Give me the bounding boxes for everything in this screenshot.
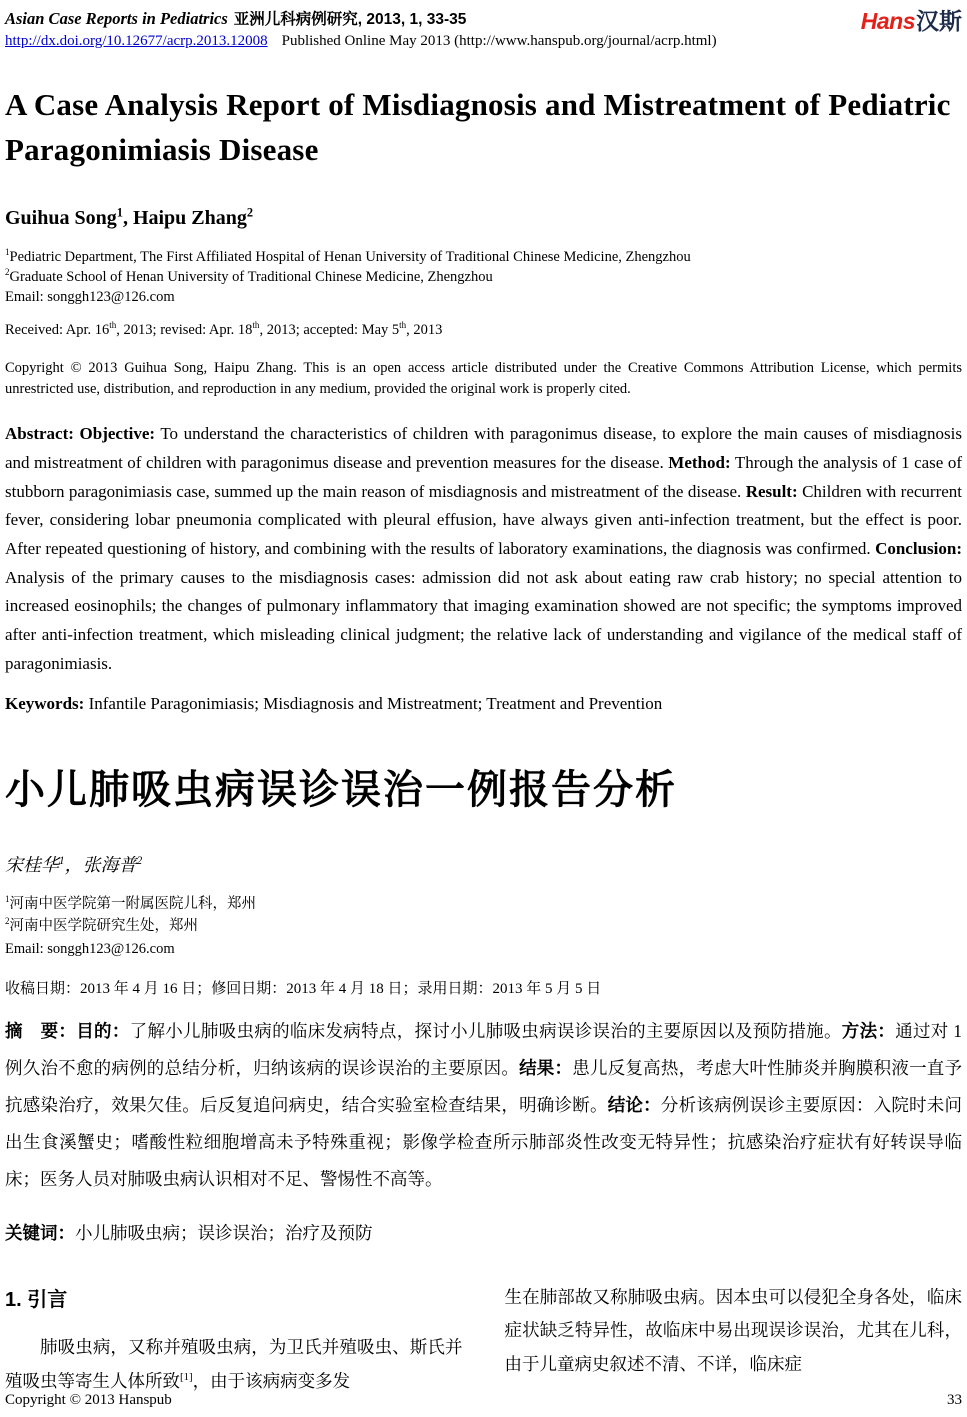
author-zh-sep: ， <box>64 854 83 875</box>
received-sup: th <box>109 320 117 331</box>
page-number: 33 <box>947 1392 962 1408</box>
abstract-label: Abstract: <box>5 424 74 444</box>
affiliation-zh-2 <box>5 915 962 937</box>
keywords-en-label: Keywords: <box>5 693 85 713</box>
keywords-zh <box>5 1220 962 1245</box>
intro-right-column <box>505 1281 963 1399</box>
affiliation-en-2 <box>5 267 962 287</box>
authors-zh <box>5 851 962 877</box>
keywords-en-text: Infantile Paragonimiasis; Misdiagnosis and Mistreatment; Treatment and Prevention <box>84 693 663 713</box>
copyright-notice: Copyright © 2013 Guihua Song, Haipu Zhang. This is an open access article distributed under the Creative Commons Attribution License, which permits unrestricted use, distribution, and reproduction in any medium, provided the original work is properly cited. <box>5 360 962 397</box>
affiliation-en-2-sup: 2 <box>5 267 10 278</box>
objective-zh-label: 目的： <box>76 1021 130 1042</box>
received-part: , 2013; revised: Apr. 18 <box>116 322 253 339</box>
affiliation-en-1 <box>5 247 962 267</box>
affiliation-en-1-sup: 1 <box>5 247 10 258</box>
intro-section <box>5 1281 962 1399</box>
abstract-en <box>5 420 962 678</box>
keywords-zh-text: 小儿肺吸虫病；误诊误治；治疗及预防 <box>75 1222 373 1243</box>
result-text: Children with recurrent fever, considering lobar pneumonia complicated with pleural effusion, have always given anti-infection treatment, but the effect is poor. After repeated questioning of history, and combining with the results of laboratory examinations, the diagnosis was confirmed. <box>5 481 963 559</box>
received-part: , 2013 <box>406 322 443 339</box>
author-zh-2: 张海普 <box>82 854 137 875</box>
author-en-1-sup: 1 <box>116 205 123 220</box>
intro-paragraph-left <box>5 1331 463 1398</box>
affiliations-zh <box>5 893 962 960</box>
intro-paragraph-right: 生在肺部故又称肺吸虫病。因本虫可以侵犯全身各处，临床症状缺乏特异性，故临床中易出现误诊误治，尤其在儿科，由于儿童病史叙述不清、不详，临床症 <box>504 1286 962 1374</box>
footer-copyright: Copyright © 2013 Hanspub <box>5 1392 172 1408</box>
section-1-heading: 1. 引言 <box>5 1288 68 1311</box>
keywords-en <box>5 694 962 714</box>
result-zh-label: 结果： <box>519 1058 573 1079</box>
received-dates-zh: 收稿日期：2013 年 4 月 16 日；修回日期：2013 年 4 月 18 日；录用日期：2013 年 5 月 5 日 <box>5 981 602 998</box>
received-sup: th <box>399 320 407 331</box>
doi-link[interactable]: http://dx.doi.org/10.12677/acrp.2013.12008 <box>5 33 268 50</box>
author-en-1: Guihua Song <box>5 207 117 230</box>
affiliations-en <box>5 247 962 307</box>
author-en-2: Haipu Zhang <box>132 207 247 230</box>
affiliation-en-1-text: Pediatric Department, The First Affiliated Hospital of Henan University of Traditional Chinese Medicine, Zhengzhou <box>9 249 691 266</box>
article-title-zh: 小儿肺吸虫病误诊误治一例报告分析 <box>5 767 677 812</box>
affiliation-zh-2-sup: 2 <box>5 916 10 927</box>
method-label: Method: <box>668 452 731 472</box>
page-header <box>5 8 962 50</box>
affiliation-zh-1-sup: 1 <box>5 893 10 904</box>
author-zh-1: 宋桂华 <box>5 854 59 875</box>
article-title-en: A Case Analysis Report of Misdiagnosis and Mistreatment of Pediatric Paragonimiasis Disease <box>5 87 951 168</box>
author-en-2-sup: 2 <box>246 205 254 220</box>
authors-en <box>5 207 962 230</box>
conclusion-text: Analysis of the primary causes to the misdiagnosis cases: admission did not ask about eating raw crab history; no special attention to increased eosinophils; the changes of pulmonary inflammatory that imaging examination showed are not specific; the symptoms improved after anti-infection treatment, which misleading clinical judgment; the relative lack of understanding and vigilance of the medical staff of paragonimiasis. <box>5 567 962 673</box>
abstract-zh <box>5 1013 962 1198</box>
hans-logo-text: Hans <box>860 8 915 34</box>
conclusion-zh-label: 结论： <box>607 1095 661 1116</box>
keywords-zh-label: 关键词： <box>5 1222 75 1243</box>
journal-title-zh-issue: 亚洲儿科病例研究, 2013, 1, 33-35 <box>233 11 467 28</box>
hanspub-logo <box>861 8 962 33</box>
result-label: Result: <box>745 481 798 501</box>
journal-title-en: Asian Case Reports in Pediatrics <box>5 9 228 28</box>
published-info: Published Online May 2013 (http://www.hanspub.org/journal/acrp.html) <box>281 33 717 50</box>
hans-logo-hanzi: 汉斯 <box>916 8 962 34</box>
method-zh-label: 方法： <box>841 1021 896 1042</box>
objective-zh-text: 了解小儿肺吸虫病的临床发病特点，探讨小儿肺吸虫病误诊误治的主要原因以及预防措施。 <box>129 1021 842 1042</box>
conclusion-label: Conclusion: <box>875 539 962 559</box>
page-footer <box>5 1392 962 1409</box>
journal-info <box>5 8 717 50</box>
affiliation-en-2-text: Graduate School of Henan University of Traditional Chinese Medicine, Zhengzhou <box>9 269 493 286</box>
received-dates-en <box>5 322 962 339</box>
received-sup: th <box>252 320 260 331</box>
method-text: Through the analysis of 1 case of stubborn paragonimiasis case, summed up the main reason of misdiagnosis and mistreatment of the disease. <box>5 452 962 501</box>
email-en: Email: songgh123@126.com <box>5 289 175 306</box>
result-zh-text: 患儿反复高热，考虑大叶性肺炎并胸膜积液一直予抗感染治疗，效果欠佳。后反复追问病史，结合实验室检查结果，明确诊断。 <box>5 1058 963 1116</box>
method-zh-text: 通过对 1 例久治不愈的病例的总结分析，归纳该病的误诊误治的主要原因。 <box>5 1021 963 1079</box>
received-part: Received: Apr. 16 <box>5 322 110 339</box>
author-zh-1-sup: 1 <box>59 854 65 867</box>
intro-left-text-2: ，由于该病病变多发 <box>192 1370 351 1391</box>
intro-left-column <box>5 1281 463 1399</box>
affiliation-zh-2-text: 河南中医学院研究生处，郑州 <box>9 918 198 935</box>
journal-title-line <box>5 8 717 30</box>
objective-label: Objective: <box>79 424 156 444</box>
reference-1-marker: [1] <box>180 1370 193 1383</box>
author-sep: , <box>122 207 133 230</box>
intro-left-text-1: 肺吸虫病，又称并殖吸虫病，为卫氏并殖吸虫、斯氏并殖吸虫等寄生人体所致 <box>5 1336 463 1391</box>
received-part: , 2013; accepted: May 5 <box>259 322 400 339</box>
conclusion-zh-text: 分析该病例误诊主要原因：入院时未问出生食溪蟹史；嗜酸性粒细胞增高未予特殊重视；影像学检查所示肺部炎性改变无特异性；抗感染治疗症状有好转误导临床；医务人员对肺吸虫病认识相对不足、警惕性不高等。 <box>5 1095 963 1190</box>
objective-text: To understand the characteristics of children with paragonimus disease, to explore the main causes of misdiagnosis and mistreatment of children with paragonimus disease and prevention measures for the disease. <box>5 424 962 472</box>
affiliation-zh-1 <box>5 893 962 915</box>
email-zh: Email: songgh123@126.com <box>5 940 175 957</box>
author-zh-2-sup: 2 <box>136 854 143 867</box>
doi-line <box>5 33 717 50</box>
affiliation-zh-1-text: 河南中医学院第一附属医院儿科，郑州 <box>9 895 256 912</box>
abstract-zh-label: 摘 要： <box>5 1021 77 1042</box>
